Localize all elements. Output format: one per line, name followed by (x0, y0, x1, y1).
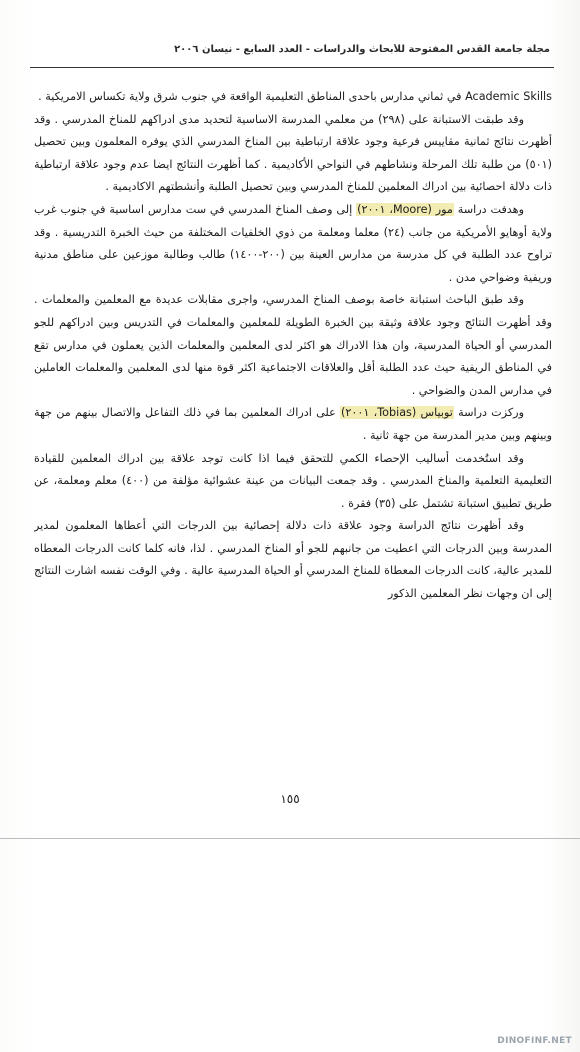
paragraph-1: Academic Skills في ثماني مدارس باحدى المناطق التعليمية الواقعة في جنوب شرق ولاية تكساس الامريكية . (38, 90, 552, 103)
article-body (34, 86, 552, 766)
paragraph-5-rest: على ادراك المعلمين بما في ذلك التفاعل والاتصال بينهم من جهة وبينهم وبين مدير المدرسة من جهة ثانية . (34, 406, 552, 442)
paragraph-3-lead: وهدفت دراسة (453, 202, 524, 216)
paragraph-4: وقد طبق الباحث استبانة خاصة بوصف المناخ المدرسي، واجرى مقابلات عديدة مع المعلمين والمعلمات . وقد أظهرت النتائج وجود علاقة وثيقة بين الخبرة الطويلة للمعلمين والمعلمات في التدريس وبين ادراكهم للجو المدرسي أو الحياة المدرسية، وان هذا الادراك هو اكثر لدى المعلمين والمعلمات الذين يعملون في مدارس تقع في المناطق الريفية حيث عدد الطلبة أقل والعلاقات الاجتماعية اكثر قوة منها لدى المعلمين والمعلمات العاملين في مدارس المدن والضواحي . (34, 293, 552, 397)
header-divider (30, 67, 554, 68)
site-watermark: DINOFINF.NET (497, 1036, 572, 1046)
paragraph-6: وقد استُخدمت أساليب الإحصاء الكمي للتحقق فيما اذا كانت توجد علاقة بين ادراك المعلمين للقيادة التعليمية التعلمية والمناخ المدرسي . وقد جمعت البيانات من عينة عشوائية مؤلفة من (٤٠٠) معلم ومعلمة، عن طريق تطبيق استبانة تشتمل على (٣٥) فقرة . (34, 451, 552, 510)
paragraph-2: وقد طبقت الاستبانة على (٢٩٨) من معلمي المدرسة الاساسية لتحديد مدى ادراكهم للمناخ المدرسي . وقد أظهرت نتائج ثمانية مقاييس فرعية وجود علاقة ارتباطية بين المناخ المدرسي الذي يوفره المعلمون وبين تحصيل (٥٠١) من طلبة تلك المرحلة ونشاطهم في النواحي الأكاديمية . كما أظهرت النتائج ايضا عدم وجود علاقة ارتباطية ذات دلالة احصائية بين ادراك المعلمين للمناخ المدرسي وبين تحصيل الطلبة وأنشطتهم الاكاديمية . (34, 112, 552, 194)
paragraph-7: وقد أظهرت نتائج الدراسة وجود علاقة ذات دلالة إحصائية بين الدرجات التي أعطاها المعلمون لمدير المدرسة وبين الدرجات التي اعطيت من جانبهم للجو أو المناخ المدرسي . لذا، فانه كلما كانت الدرجات المعطاه للمدير عالية، كانت الدرجات المعطاة للمناخ المدرسي أو الحياة المدرسية عالية . وفي الوقت نفسه اشارت النتائج إلى ان وجهات نظر المعلمين الذكور (34, 519, 552, 601)
page-number: ١٥٥ (280, 792, 300, 806)
paragraph-3 (34, 199, 552, 289)
scan-edge-line (0, 838, 580, 839)
highlighted-citation-tobias: توبياس (Tobias، ٢٠٠١) (340, 406, 453, 420)
highlighted-citation-moore: مور (Moore، ٢٠٠١) (357, 202, 453, 216)
journal-header: مجلة جامعة القدس المفتوحة للأبحاث والدراسات - العدد السابع - نيسان ٢٠٠٦ (174, 44, 550, 55)
paragraph-3-rest: إلى وصف المناخ المدرسي في ست مدارس اساسية في جنوب غرب ولاية أوهايو الأمريكية من جانب (٢٤) معلما ومعلمة من ذوي الخلفيات المختلفة من حيث الخبرة التدريسية . وقد تراوح عدد الطلبة في كل مدرسة من مدارس العينة بين (٢٠٠-١٤٠٠) طالب وطالبة موزعين على مناطق مدنية وريفية وضواحي مدن . (34, 202, 552, 284)
paragraph-5-lead: وركزت دراسة (453, 406, 524, 420)
paragraph-5 (34, 402, 552, 447)
